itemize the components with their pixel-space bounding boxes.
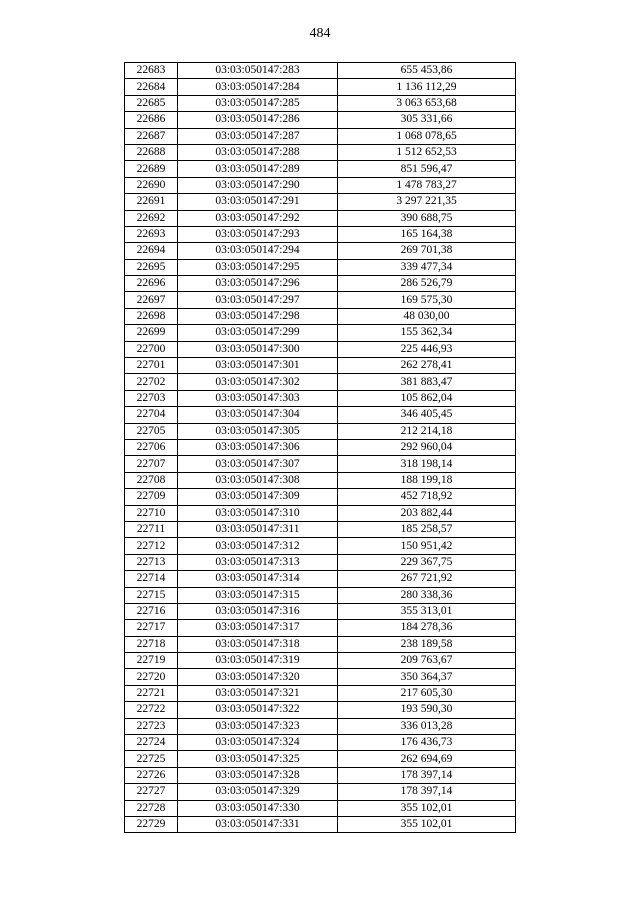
table-row	[125, 390, 516, 406]
table-row	[125, 784, 516, 800]
cadastral-number-cell: 03:03:050147:299	[178, 325, 338, 341]
table-row	[125, 292, 516, 308]
cadastral-value-cell: 217 605,30	[338, 685, 516, 701]
cadastral-value-cell: 3 297 221,35	[338, 194, 516, 210]
row-number-cell: 22718	[125, 636, 178, 652]
table-row	[125, 751, 516, 767]
cadastral-number-cell: 03:03:050147:295	[178, 259, 338, 275]
cadastral-value-cell: 178 397,14	[338, 767, 516, 783]
cadastral-number-cell: 03:03:050147:289	[178, 161, 338, 177]
cadastral-value-cell: 269 701,38	[338, 243, 516, 259]
cadastral-number-cell: 03:03:050147:284	[178, 79, 338, 95]
table-row	[125, 685, 516, 701]
row-number-cell: 22712	[125, 538, 178, 554]
row-number-cell: 22691	[125, 194, 178, 210]
table-row	[125, 767, 516, 783]
row-number-cell: 22702	[125, 374, 178, 390]
table-body	[125, 63, 516, 833]
cadastral-value-cell: 262 694,69	[338, 751, 516, 767]
cadastral-value-cell: 292 960,04	[338, 439, 516, 455]
row-number-cell: 22722	[125, 702, 178, 718]
cadastral-number-cell: 03:03:050147:283	[178, 63, 338, 79]
cadastral-number-cell: 03:03:050147:285	[178, 95, 338, 111]
table-row	[125, 636, 516, 652]
cadastral-value-cell: 3 063 653,68	[338, 95, 516, 111]
cadastral-value-cell: 176 436,73	[338, 735, 516, 751]
table-row	[125, 702, 516, 718]
table-row	[125, 358, 516, 374]
row-number-cell: 22683	[125, 63, 178, 79]
cadastral-value-cell: 1 136 112,29	[338, 79, 516, 95]
cadastral-number-cell: 03:03:050147:306	[178, 439, 338, 455]
table-row	[125, 735, 516, 751]
cadastral-value-cell: 225 446,93	[338, 341, 516, 357]
table-row	[125, 521, 516, 537]
table-row	[125, 554, 516, 570]
row-number-cell: 22710	[125, 505, 178, 521]
cadastral-number-cell: 03:03:050147:287	[178, 128, 338, 144]
row-number-cell: 22699	[125, 325, 178, 341]
table-row	[125, 177, 516, 193]
row-number-cell: 22714	[125, 571, 178, 587]
cadastral-number-cell: 03:03:050147:325	[178, 751, 338, 767]
cadastral-number-cell: 03:03:050147:286	[178, 112, 338, 128]
cadastral-value-cell: 150 951,42	[338, 538, 516, 554]
table-row	[125, 325, 516, 341]
cadastral-value-cell: 355 102,01	[338, 800, 516, 816]
cadastral-number-cell: 03:03:050147:302	[178, 374, 338, 390]
cadastral-value-cell: 851 596,47	[338, 161, 516, 177]
row-number-cell: 22727	[125, 784, 178, 800]
cadastral-number-cell: 03:03:050147:317	[178, 620, 338, 636]
row-number-cell: 22698	[125, 308, 178, 324]
table-row	[125, 489, 516, 505]
table-row	[125, 226, 516, 242]
table-row	[125, 505, 516, 521]
table-row	[125, 456, 516, 472]
table-row	[125, 210, 516, 226]
cadastral-number-cell: 03:03:050147:323	[178, 718, 338, 734]
cadastral-number-cell: 03:03:050147:291	[178, 194, 338, 210]
row-number-cell: 22720	[125, 669, 178, 685]
cadastral-value-cell: 267 721,92	[338, 571, 516, 587]
cadastral-number-cell: 03:03:050147:315	[178, 587, 338, 603]
row-number-cell: 22715	[125, 587, 178, 603]
cadastral-value-cell: 280 338,36	[338, 587, 516, 603]
cadastral-number-cell: 03:03:050147:293	[178, 226, 338, 242]
table-row	[125, 439, 516, 455]
row-number-cell: 22687	[125, 128, 178, 144]
cadastral-value-cell: 184 278,36	[338, 620, 516, 636]
cadastral-number-cell: 03:03:050147:305	[178, 423, 338, 439]
cadastral-value-cell: 185 258,57	[338, 521, 516, 537]
table-row	[125, 374, 516, 390]
cadastral-value-cell: 1 068 078,65	[338, 128, 516, 144]
cadastral-number-cell: 03:03:050147:301	[178, 358, 338, 374]
cadastral-value-cell: 165 164,38	[338, 226, 516, 242]
table-row	[125, 79, 516, 95]
cadastral-value-cell: 262 278,41	[338, 358, 516, 374]
cadastral-value-cell: 188 199,18	[338, 472, 516, 488]
row-number-cell: 22688	[125, 144, 178, 160]
cadastral-number-cell: 03:03:050147:290	[178, 177, 338, 193]
table-row	[125, 276, 516, 292]
cadastral-number-cell: 03:03:050147:319	[178, 653, 338, 669]
cadastral-value-cell: 212 214,18	[338, 423, 516, 439]
page-number: 484	[309, 26, 331, 41]
table-row	[125, 63, 516, 79]
table-row	[125, 423, 516, 439]
cadastral-number-cell: 03:03:050147:314	[178, 571, 338, 587]
cadastral-number-cell: 03:03:050147:300	[178, 341, 338, 357]
cadastral-number-cell: 03:03:050147:288	[178, 144, 338, 160]
row-number-cell: 22708	[125, 472, 178, 488]
cadastral-number-cell: 03:03:050147:321	[178, 685, 338, 701]
table-row	[125, 194, 516, 210]
row-number-cell: 22692	[125, 210, 178, 226]
cadastral-value-cell: 390 688,75	[338, 210, 516, 226]
row-number-cell: 22701	[125, 358, 178, 374]
cadastral-value-cell: 155 362,34	[338, 325, 516, 341]
table-row	[125, 800, 516, 816]
cadastral-number-cell: 03:03:050147:303	[178, 390, 338, 406]
row-number-cell: 22711	[125, 521, 178, 537]
row-number-cell: 22685	[125, 95, 178, 111]
cadastral-number-cell: 03:03:050147:322	[178, 702, 338, 718]
table-row	[125, 816, 516, 832]
cadastral-number-cell: 03:03:050147:316	[178, 603, 338, 619]
cadastral-number-cell: 03:03:050147:320	[178, 669, 338, 685]
cadastral-number-cell: 03:03:050147:304	[178, 407, 338, 423]
cadastral-number-cell: 03:03:050147:313	[178, 554, 338, 570]
cadastral-value-cell: 355 102,01	[338, 816, 516, 832]
row-number-cell: 22719	[125, 653, 178, 669]
row-number-cell: 22705	[125, 423, 178, 439]
cadastral-number-cell: 03:03:050147:312	[178, 538, 338, 554]
table-row	[125, 95, 516, 111]
row-number-cell: 22686	[125, 112, 178, 128]
cadastral-value-cell: 1 478 783,27	[338, 177, 516, 193]
row-number-cell: 22716	[125, 603, 178, 619]
cadastral-value-cell: 178 397,14	[338, 784, 516, 800]
row-number-cell: 22704	[125, 407, 178, 423]
cadastral-value-cell: 346 405,45	[338, 407, 516, 423]
row-number-cell: 22717	[125, 620, 178, 636]
cadastral-number-cell: 03:03:050147:296	[178, 276, 338, 292]
row-number-cell: 22725	[125, 751, 178, 767]
cadastral-value-cell: 209 763,67	[338, 653, 516, 669]
table-row	[125, 472, 516, 488]
row-number-cell: 22706	[125, 439, 178, 455]
table-row	[125, 243, 516, 259]
row-number-cell: 22684	[125, 79, 178, 95]
row-number-cell: 22707	[125, 456, 178, 472]
table-row	[125, 161, 516, 177]
cadastral-number-cell: 03:03:050147:318	[178, 636, 338, 652]
row-number-cell: 22709	[125, 489, 178, 505]
table-row	[125, 112, 516, 128]
cadastral-number-cell: 03:03:050147:328	[178, 767, 338, 783]
table-row	[125, 128, 516, 144]
table-row	[125, 538, 516, 554]
row-number-cell: 22700	[125, 341, 178, 357]
cadastral-value-cell: 169 575,30	[338, 292, 516, 308]
cadastral-value-cell: 1 512 652,53	[338, 144, 516, 160]
table-row	[125, 144, 516, 160]
cadastral-number-cell: 03:03:050147:330	[178, 800, 338, 816]
row-number-cell: 22703	[125, 390, 178, 406]
cadastral-value-cell: 286 526,79	[338, 276, 516, 292]
cadastral-value-cell: 193 590,30	[338, 702, 516, 718]
cadastral-number-cell: 03:03:050147:311	[178, 521, 338, 537]
cadastral-value-cell: 203 882,44	[338, 505, 516, 521]
cadastral-number-cell: 03:03:050147:331	[178, 816, 338, 832]
cadastral-number-cell: 03:03:050147:308	[178, 472, 338, 488]
table-row	[125, 603, 516, 619]
cadastral-value-cell: 305 331,66	[338, 112, 516, 128]
cadastral-value-cell: 339 477,34	[338, 259, 516, 275]
row-number-cell: 22695	[125, 259, 178, 275]
table-row	[125, 259, 516, 275]
row-number-cell: 22696	[125, 276, 178, 292]
table-row	[125, 407, 516, 423]
row-number-cell: 22726	[125, 767, 178, 783]
row-number-cell: 22690	[125, 177, 178, 193]
row-number-cell: 22694	[125, 243, 178, 259]
cadastral-value-cell: 452 718,92	[338, 489, 516, 505]
cadastral-value-cell: 355 313,01	[338, 603, 516, 619]
cadastral-number-cell: 03:03:050147:297	[178, 292, 338, 308]
cadastral-value-cell: 238 189,58	[338, 636, 516, 652]
cadastral-number-cell: 03:03:050147:298	[178, 308, 338, 324]
table-row	[125, 308, 516, 324]
table-row	[125, 341, 516, 357]
cadastral-number-cell: 03:03:050147:324	[178, 735, 338, 751]
cadastral-number-cell: 03:03:050147:310	[178, 505, 338, 521]
cadastral-value-cell: 48 030,00	[338, 308, 516, 324]
row-number-cell: 22723	[125, 718, 178, 734]
table-row	[125, 620, 516, 636]
table-row	[125, 571, 516, 587]
cadastral-number-cell: 03:03:050147:292	[178, 210, 338, 226]
row-number-cell: 22724	[125, 735, 178, 751]
cadastral-number-cell: 03:03:050147:309	[178, 489, 338, 505]
table-row	[125, 587, 516, 603]
cadastral-number-cell: 03:03:050147:307	[178, 456, 338, 472]
cadastral-value-cell: 350 364,37	[338, 669, 516, 685]
cadastral-value-cell: 229 367,75	[338, 554, 516, 570]
cadastral-number-cell: 03:03:050147:294	[178, 243, 338, 259]
row-number-cell: 22729	[125, 816, 178, 832]
cadastral-value-cell: 318 198,14	[338, 456, 516, 472]
cadastral-value-table	[124, 62, 516, 833]
cadastral-number-cell: 03:03:050147:329	[178, 784, 338, 800]
row-number-cell: 22689	[125, 161, 178, 177]
row-number-cell: 22728	[125, 800, 178, 816]
row-number-cell: 22697	[125, 292, 178, 308]
table-row	[125, 718, 516, 734]
cadastral-value-cell: 655 453,86	[338, 63, 516, 79]
table-row	[125, 669, 516, 685]
row-number-cell: 22721	[125, 685, 178, 701]
cadastral-value-cell: 336 013,28	[338, 718, 516, 734]
cadastral-value-cell: 381 883,47	[338, 374, 516, 390]
row-number-cell: 22713	[125, 554, 178, 570]
row-number-cell: 22693	[125, 226, 178, 242]
table-row	[125, 653, 516, 669]
cadastral-value-cell: 105 862,04	[338, 390, 516, 406]
